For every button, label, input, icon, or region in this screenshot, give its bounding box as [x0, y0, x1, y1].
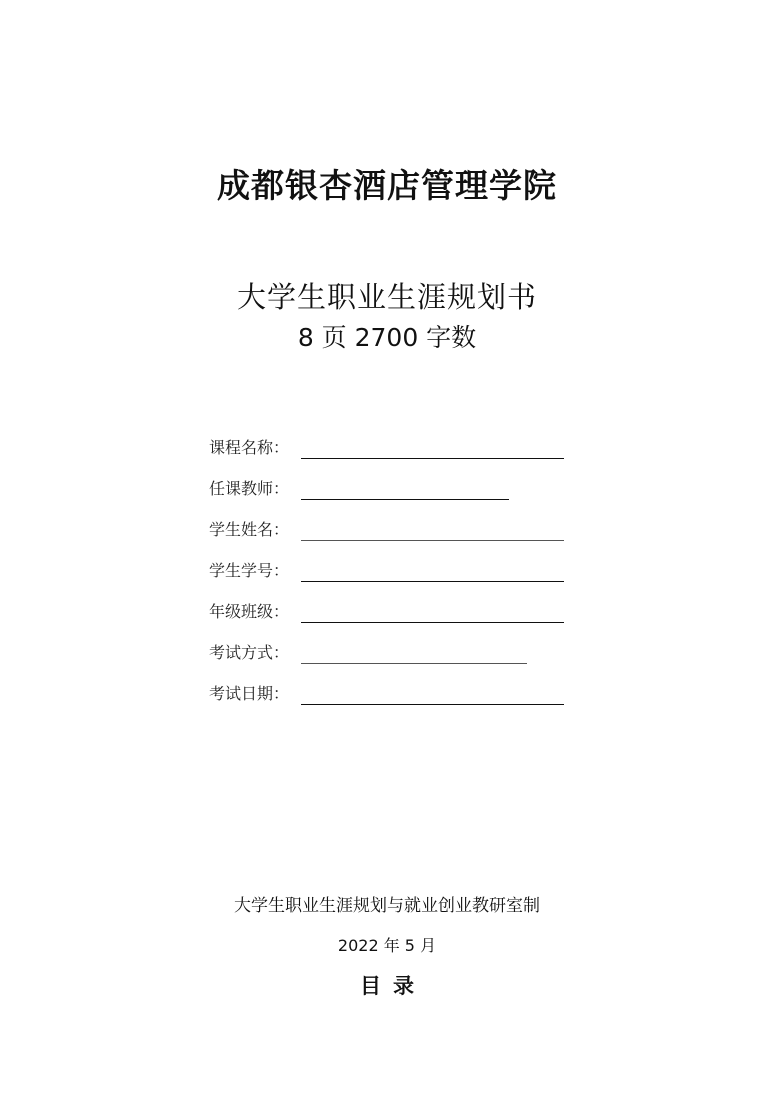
exam-date-line [301, 682, 564, 705]
document-title: 大学生职业生涯规划书 [236, 280, 537, 314]
student-name-line [301, 518, 564, 541]
class-line [301, 600, 564, 623]
form-row-exam-method [209, 629, 589, 670]
student-id-line [301, 559, 564, 582]
exam-method-line [301, 641, 527, 664]
exam-date-label: 考试日期： [209, 684, 290, 703]
form-row-exam-date [209, 670, 589, 711]
class-label: 年级班级： [209, 602, 290, 621]
school-name: 成都银杏酒店管理学院 [217, 166, 557, 205]
teacher-line [301, 477, 509, 500]
exam-method-label: 考试方式： [209, 643, 290, 662]
department-credit: 大学生职业生涯规划与就业创业教研室制 [234, 896, 540, 916]
toc-heading: 目录 [360, 974, 426, 998]
info-form [209, 424, 589, 711]
teacher-label: 任课教师： [209, 479, 290, 498]
form-row-student-name [209, 506, 589, 547]
form-row-course [209, 424, 589, 465]
form-row-class [209, 588, 589, 629]
form-row-teacher [209, 465, 589, 506]
student-id-label: 学生学号： [209, 561, 290, 580]
student-name-label: 学生姓名： [209, 520, 290, 539]
document-subtitle: 8 页 2700 字数 [297, 323, 477, 352]
form-row-student-id [209, 547, 589, 588]
course-name-line [301, 436, 564, 459]
document-date: 2022 年 5 月 [337, 936, 437, 955]
course-name-label: 课程名称： [209, 438, 290, 457]
